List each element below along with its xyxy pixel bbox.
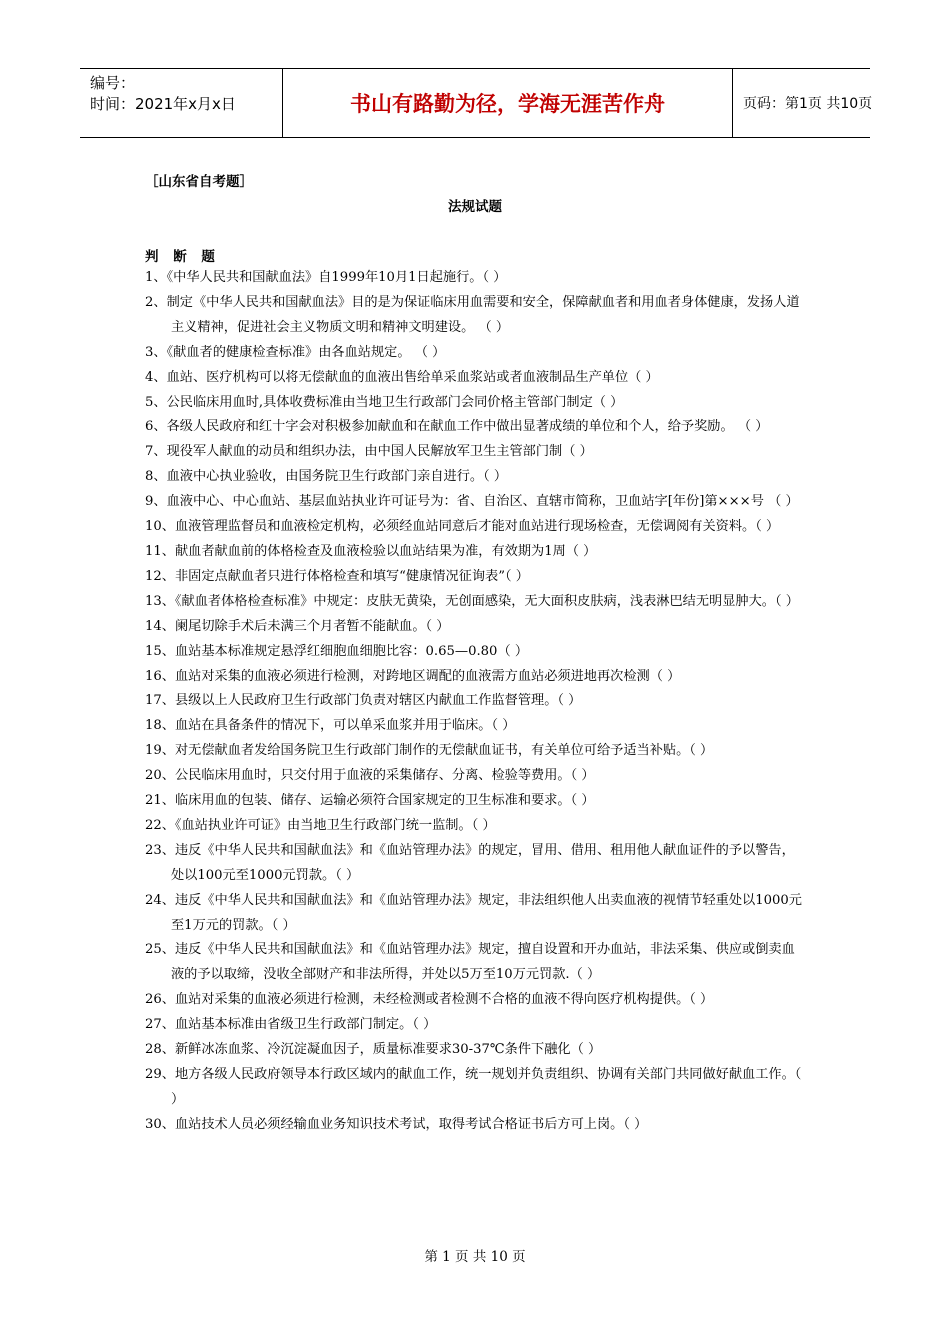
question-item: 27、血站基本标准由省级卫生行政部门制定。（ ）: [145, 1017, 437, 1033]
question-item: 6、各级人民政府和红十字会对积极参加献血和在献血工作中做出显著成绩的单位和个人，给予奖励。 （ ）: [145, 419, 769, 435]
question-item: 12、非固定点献血者只进行体格检查和填写“健康情况征询表”（ ）: [145, 568, 529, 584]
question-item: 17、县级以上人民政府卫生行政部门负责对辖区内献血工作监督管理。（ ）: [145, 693, 582, 709]
question-item: 7、现役军人献血的动员和组织办法，由中国人民解放军卫生主管部门制（ ）: [145, 444, 593, 460]
question-item: 5、公民临床用血时,具体收费标准由当地卫生行政部门会同价格主管部门制定（ ）: [145, 394, 624, 410]
question-item: 14、阑尾切除手术后未满三个月者暂不能献血。（ ）: [145, 618, 450, 634]
question-item: 25、违反《中华人民共和国献血法》和《血站管理办法》规定，擅自设置和开办血站，非法采集、供应或倒卖血液的予以取缔，没收全部财产和非法所得，并处以5万至10万元罚款.（ ）: [145, 942, 795, 983]
question-item: 18、血站在具备条件的情况下，可以单采血浆并用于临床。（ ）: [145, 718, 516, 734]
question-item: 20、公民临床用血时，只交付用于血液的采集储存、分离、检验等费用。（ ）: [145, 768, 595, 784]
page-title: 法规试题: [448, 199, 502, 215]
question-item: 3、《献血者的健康检查标准》由各血站规定。 （ ）: [145, 344, 446, 360]
question-item: 4、血站、医疗机构可以将无偿献血的血液出售给单采血浆站或者血液制品生产单位（ ）: [145, 369, 659, 385]
question-item: 23、违反《中华人民共和国献血法》和《血站管理办法》的规定，冒用、借用、租用他人献血证件的予以警告，处以100元至1000元罚款。（ ）: [145, 842, 795, 883]
header-motto: 书山有路勤为径，学海无涯苦作舟: [282, 69, 733, 137]
question-item: 15、血站基本标准规定悬浮红细胞血细胞比容：0.65—0.80（ ）: [145, 643, 529, 659]
date-label: 时间：2021年x月x日: [90, 95, 236, 113]
question-item: 22、《血站执业许可证》由当地卫生行政部门统一监制。（ ）: [145, 817, 496, 833]
question-item: 13、《献血者体格检查标准》中规定：皮肤无黄染，无创面感染，无大面积皮肤病，浅表淋巴结无明显肿大。（ ）: [145, 593, 799, 609]
question-list: [145, 266, 807, 1138]
question-item: 11、献血者献血前的体格检查及血液检验以血站结果为准，有效期为1周（ ）: [145, 543, 597, 559]
question-item: 16、血站对采集的血液必须进行检测，对跨地区调配的血液需方血站必须进地再次检测（ ）: [145, 668, 681, 684]
question-item: 21、临床用血的包装、储存、运输必须符合国家规定的卫生标准和要求。（ ）: [145, 793, 595, 809]
question-item: 9、血液中心、中心血站、基层血站执业许可证号为：省、自治区、直辖市简称，卫血站字[年份]第×××号 （ ）: [145, 494, 799, 510]
header-page-info: 页码：第1页 共10页: [743, 96, 873, 112]
question-item: 29、地方各级人民政府领导本行政区域内的献血工作，统一规划并负责组织、协调有关部门共同做好献血工作。（ ）: [145, 1067, 802, 1107]
header-meta: [80, 69, 282, 137]
question-item: 30、血站技术人员必须经输血业务知识技术考试，取得考试合格证书后方可上岗。（ ）: [145, 1116, 648, 1132]
question-item: 10、血液管理监督员和血液检定机构，必须经血站同意后才能对血站进行现场检查，无偿调阅有关资料。（ ）: [145, 519, 780, 535]
question-item: 2、制定《中华人民共和国献血法》目的是为保证临床用血需要和安全，保障献血者和用血者身体健康，发扬人道主义精神，促进社会主义物质文明和精神文明建设。 （ ）: [145, 294, 800, 335]
exam-source: ［山东省自考题］: [145, 174, 253, 190]
question-item: 24、违反《中华人民共和国献血法》和《血站管理办法》规定，非法组织他人出卖血液的视情节轻重处以1000元至1万元的罚款。（ ）: [145, 892, 802, 933]
section-heading: 判 断 题: [145, 249, 220, 265]
question-item: 8、血液中心执业验收，由国务院卫生行政部门亲自进行。（ ）: [145, 469, 508, 485]
question-item: 26、血站对采集的血液必须进行检测，未经检测或者检测不合格的血液不得向医疗机构提供。（ ）: [145, 992, 714, 1008]
question-item: 19、对无偿献血者发给国务院卫生行政部门制作的无偿献血证书，有关单位可给予适当补贴。（ ）: [145, 743, 714, 759]
page-footer: 第 1 页 共 10 页: [424, 1249, 526, 1265]
question-item: 1、《中华人民共和国献血法》自1999年10月1日起施行。（ ）: [145, 270, 507, 285]
question-item: 28、新鲜冰冻血浆、冷沉淀凝血因子，质量标准要求30-37℃条件下融化（ ）: [145, 1042, 602, 1058]
number-label: 编号：: [90, 74, 136, 92]
page-header: [80, 68, 873, 138]
